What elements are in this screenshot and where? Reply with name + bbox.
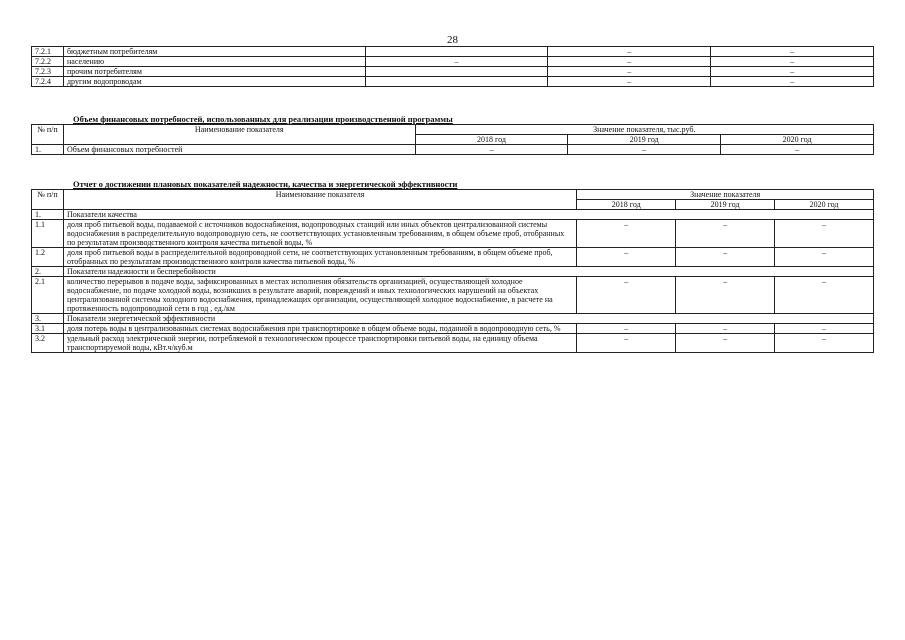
financial-needs-table-body xyxy=(32,145,874,155)
col-value-header: Значение показателя, тыс.руб. xyxy=(415,125,873,135)
value-cell: – xyxy=(775,334,874,353)
section-row xyxy=(32,267,874,277)
value-cell: – xyxy=(711,77,874,87)
row-number: 2. xyxy=(32,267,64,277)
value-cell: – xyxy=(711,47,874,57)
indicator-name: доля проб питьевой воды в распределительной водопроводной сети, не соответствующих установленным требованиям, в общем объеме проб, отобранных по результатам производственного контроля качества питьевой воды, % xyxy=(63,248,576,267)
value-cell: – xyxy=(577,324,676,334)
indicator-name: количество перерывов в подаче воды, зафиксированных в местах исполнения обязательств организацией, осуществляющей холодное водоснабжение, по подаче холодной воды, возникших в результате аварий, повреждений и иных технологических нарушений на объектах централизованной системы холодного водоснабжения, принадлежащих организации, осуществляющей холодное водоснабжение, в расчете на протяженность водопроводной сети в год , ед./км xyxy=(63,277,576,314)
indicators-table-body xyxy=(32,210,874,353)
value-cell: – xyxy=(711,57,874,67)
indicators-report-title: Отчет о достижении плановых показателей надежности, качества и энергетической эффективности xyxy=(73,179,458,189)
value-cell: – xyxy=(577,277,676,314)
value-cell: – xyxy=(415,145,568,155)
value-cell: – xyxy=(548,67,711,77)
col-num-header: № п/п xyxy=(32,190,64,210)
year-header: 2020 год xyxy=(721,135,874,145)
table-row xyxy=(32,334,874,353)
value-cell: – xyxy=(676,220,775,248)
value-cell: – xyxy=(676,277,775,314)
col-num-header: № п/п xyxy=(32,125,64,145)
value-cell: – xyxy=(548,77,711,87)
indicator-name: удельный расход электрической энергии, потребляемой в технологическом процессе транспортировки питьевой воды, на единицу объема транспортируемой воды, кВт.ч/куб.м xyxy=(63,334,576,353)
indicator-name: Объем финансовых потребностей xyxy=(63,145,415,155)
table-row xyxy=(32,248,874,267)
row-number: 1.2 xyxy=(32,248,64,267)
table-row xyxy=(32,277,874,314)
value-cell: – xyxy=(577,334,676,353)
value-cell: – xyxy=(568,145,721,155)
row-number: 7.2.2 xyxy=(32,57,64,67)
value-cell: – xyxy=(577,248,676,267)
value-cell: – xyxy=(676,334,775,353)
row-number: 1.1 xyxy=(32,220,64,248)
indicator-name: другим водопроводам xyxy=(63,77,365,87)
indicator-name: бюджетным потребителям xyxy=(63,47,365,57)
value-cell: – xyxy=(548,47,711,57)
row-number: 7.2.3 xyxy=(32,67,64,77)
financial-needs-table xyxy=(31,124,874,155)
table-row xyxy=(32,324,874,334)
value-cell: – xyxy=(365,57,548,67)
value-cell: – xyxy=(676,324,775,334)
indicator-name: населению xyxy=(63,57,365,67)
value-cell: – xyxy=(775,277,874,314)
section-row xyxy=(32,210,874,220)
indicator-name: прочим потребителям xyxy=(63,67,365,77)
continuation-table xyxy=(31,46,874,87)
year-header: 2018 год xyxy=(415,135,568,145)
financial-needs-title: Объем финансовых потребностей, использованных для реализации производственной программы xyxy=(73,114,453,124)
table-row xyxy=(32,220,874,248)
value-cell: – xyxy=(721,145,874,155)
section-row xyxy=(32,314,874,324)
value-cell: – xyxy=(577,220,676,248)
row-number: 2.1 xyxy=(32,277,64,314)
page-number: 28 xyxy=(447,34,458,46)
value-cell: – xyxy=(775,324,874,334)
continuation-table-body xyxy=(32,47,874,87)
row-number: 3. xyxy=(32,314,64,324)
table-row xyxy=(32,57,874,67)
value-cell: – xyxy=(775,220,874,248)
year-header: 2020 год xyxy=(775,200,874,210)
value-cell xyxy=(365,47,548,57)
row-number: 3.1 xyxy=(32,324,64,334)
col-name-header: Наименование показателя xyxy=(63,125,415,145)
row-number: 7.2.4 xyxy=(32,77,64,87)
section-name: Показатели качества xyxy=(63,210,873,220)
table-row xyxy=(32,67,874,77)
col-value-header: Значение показателя xyxy=(577,190,874,200)
col-name-header: Наименование показателя xyxy=(63,190,576,210)
value-cell: – xyxy=(775,248,874,267)
value-cell: – xyxy=(711,67,874,77)
section-name: Показатели энергетической эффективности xyxy=(63,314,873,324)
value-cell xyxy=(365,67,548,77)
table-row xyxy=(32,145,874,155)
section-name: Показатели надежности и бесперебойности xyxy=(63,267,873,277)
row-number: 1. xyxy=(32,210,64,220)
indicators-table xyxy=(31,189,874,353)
value-cell: – xyxy=(548,57,711,67)
indicator-name: доля потерь воды в централизованных системах водоснабжения при транспортировке в общем объеме воды, поданной в водопроводную сеть, % xyxy=(63,324,576,334)
table-row xyxy=(32,47,874,57)
year-header: 2018 год xyxy=(577,200,676,210)
value-cell xyxy=(365,77,548,87)
row-number: 7.2.1 xyxy=(32,47,64,57)
year-header: 2019 год xyxy=(568,135,721,145)
indicator-name: доля проб питьевой воды, подаваемой с источников водоснабжения, водопроводных станций или иных объектов централизованной системы водоснабжения в распределительную водопроводную сеть, не соответствующих установленным требованиям, в общем объеме проб, отобранных по результатам производственного контроля качества питьевой воды, % xyxy=(63,220,576,248)
row-number: 1. xyxy=(32,145,64,155)
value-cell: – xyxy=(676,248,775,267)
year-header: 2019 год xyxy=(676,200,775,210)
row-number: 3.2 xyxy=(32,334,64,353)
table-row xyxy=(32,77,874,87)
